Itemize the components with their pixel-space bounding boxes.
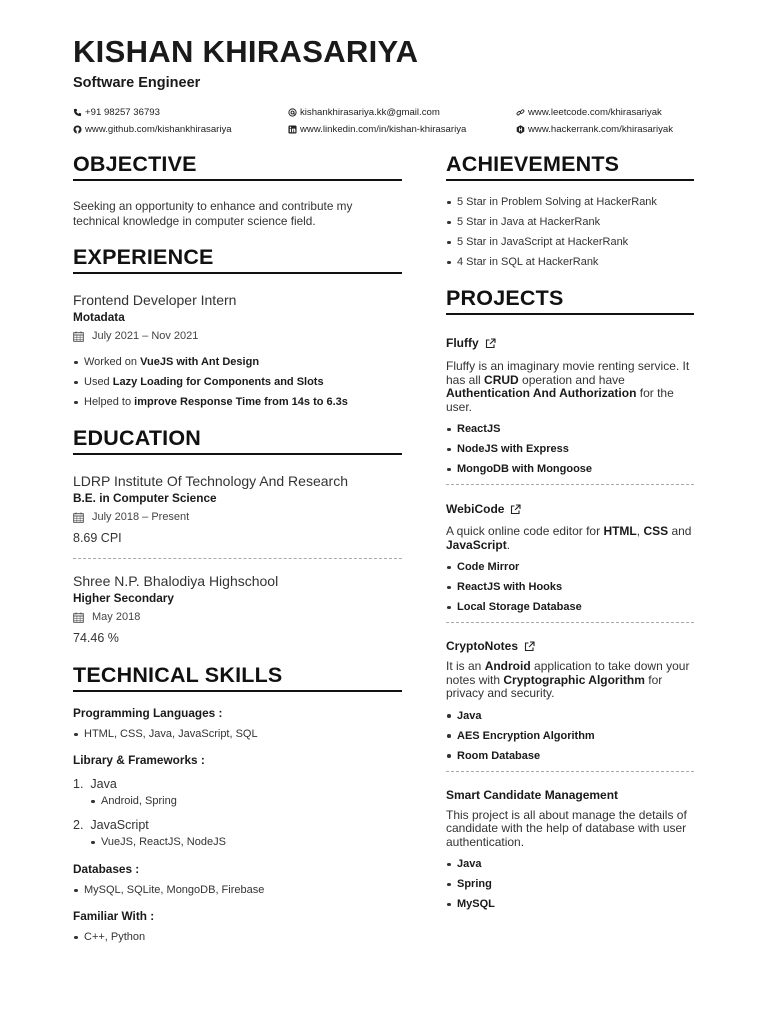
external-link-icon[interactable] [485,338,496,349]
education-degree: Higher Secondary [73,591,174,605]
github-text: www.github.com/kishankhirasariya [85,124,232,135]
calendar-icon [73,331,84,342]
project-tech-list [446,709,694,763]
experience-bullets [73,355,402,409]
desc-text: for the user. [446,386,674,414]
item-number: 2. [73,818,84,832]
sub-list [90,794,402,808]
desc-text: for privacy and security. [446,672,663,700]
education-dates: July 2018 – Present [92,511,190,523]
list-item: 5 Star in Problem Solving at HackerRank [446,195,694,209]
project-description [446,360,694,414]
external-link-icon[interactable] [510,504,521,515]
desc-bold: CRUD [484,372,519,387]
email-text: kishankhirasariya.kk@gmail.com [300,107,440,118]
desc-bold: Authentication And Authorization [446,386,637,400]
list-item: Android, Spring [90,794,402,808]
list-item: 5 Star in Java at HackerRank [446,215,694,229]
achievements-heading: ACHIEVEMENTS [446,151,694,181]
list-item: VueJS, ReactJS, NodeJS [90,835,402,849]
desc-text: and [668,524,692,538]
databases-label: Databases : [73,862,140,876]
item-name: Java [90,777,117,791]
candidate-name: KISHAN KHIRASARIYA [73,34,419,69]
contact-hackerrank[interactable] [516,122,703,137]
hackerrank-text: www.hackerrank.com/khirasariyak [528,124,674,135]
bullet-bold: Lazy Loading for Components and Slots [112,376,324,388]
desc-text: operation and have [518,372,625,387]
list-item [73,395,402,409]
list-item [73,375,402,389]
bullet-prefix: Worked on [84,356,141,368]
divider [73,558,402,559]
experience-role: Frontend Developer Intern [73,292,237,308]
desc-bold: HTML [603,524,637,538]
numbered-item [73,776,402,792]
familiar-label: Familiar With : [73,909,155,923]
contact-linkedin[interactable] [288,122,516,137]
phone-text: +91 98257 36793 [85,107,160,118]
calendar-icon [73,512,84,523]
education-school: Shree N.P. Bhalodiya Highschool [73,573,279,589]
divider [446,484,694,485]
project-name: Fluffy [446,336,479,350]
desc-text: A quick online code editor for [446,524,604,538]
achievements-list [446,195,694,269]
experience-heading: EXPERIENCE [73,244,402,274]
project-description: This project is all about manage the details of candidate with the help of database with user authentication. [446,807,687,849]
desc-bold: JavaScript [446,537,507,552]
project-name: WebiCode [446,502,505,516]
list-item: Spring [446,877,694,891]
desc-bold: CSS [643,524,669,538]
list-item: ReactJS [446,422,694,436]
divider [446,622,694,623]
education-heading: EDUCATION [73,425,402,455]
desc-text: , [636,524,644,538]
frameworks-list [73,776,402,849]
list-item: NodeJS with Express [446,442,694,456]
list-item: HTML, CSS, Java, JavaScript, SQL [73,727,402,741]
contact-info [73,105,703,137]
link-icon [516,108,525,117]
project-tech-list [446,857,694,911]
objective-text: Seeking an opportunity to enhance and contribute my technical knowledge in computer science field. [73,199,353,228]
bullet-prefix: Used [84,376,113,388]
projects-heading: PROJECTS [446,285,694,315]
email-icon [288,108,297,117]
project-title-smart-candidate [446,787,694,803]
left-column [73,151,402,944]
sub-list [90,835,402,849]
education-date-row [73,509,402,525]
programming-languages-label: Programming Languages : [73,706,223,720]
experience-date-row [73,328,402,344]
job-title: Software Engineer [73,75,201,91]
list-item: ReactJS with Hooks [446,580,694,594]
experience-company: Motadata [73,310,125,324]
desc-bold: Android [484,659,531,673]
education-date-row [73,609,402,625]
databases-list [73,883,402,897]
bullet-prefix: Helped to [84,396,135,408]
project-title-fluffy[interactable] [446,335,694,351]
list-item: AES Encryption Algorithm [446,729,694,743]
external-link-icon[interactable] [524,641,535,652]
item-number: 1. [73,777,84,791]
list-item: MySQL, SQLite, MongoDB, Firebase [73,883,402,897]
desc-bold: Cryptographic Algorithm [503,672,645,687]
bullet-bold: improve Response Time from 14s to 6.3s [134,396,348,408]
list-item: Code Mirror [446,560,694,574]
education-grade: 8.69 CPI [73,531,122,545]
list-item: C++, Python [73,930,402,944]
experience-dates: July 2021 – Nov 2021 [92,330,199,342]
github-icon [73,125,82,134]
contact-leetcode[interactable] [516,105,703,120]
bullet-bold: VueJS with Ant Design [140,356,260,368]
desc-text: . [506,537,511,552]
linkedin-text: www.linkedin.com/in/kishan-khirasariya [300,124,467,135]
contact-email[interactable] [288,105,516,120]
programming-list [73,727,402,741]
frameworks-label: Library & Frameworks : [73,753,205,767]
desc-text: It is an [446,659,485,673]
education-school: LDRP Institute Of Technology And Research [73,473,348,489]
education-grade: 74.46 % [73,631,119,645]
desc-text: application to take down your notes with [446,659,690,687]
list-item: MongoDB with Mongoose [446,462,694,476]
project-tech-list [446,560,694,614]
calendar-icon [73,612,84,623]
list-item: 5 Star in JavaScript at HackerRank [446,235,694,249]
list-item: Room Database [446,749,694,763]
project-description [446,660,694,701]
linkedin-icon [288,125,297,134]
right-column [446,151,694,917]
education-degree: B.E. in Computer Science [73,491,217,505]
list-item: Java [446,709,694,723]
objective-heading: OBJECTIVE [73,151,402,181]
numbered-item [73,817,402,833]
project-name: Smart Candidate Management [446,787,619,802]
leetcode-text: www.leetcode.com/khirasariyak [528,107,662,118]
list-item: MySQL [446,897,694,911]
contact-phone[interactable] [73,105,288,120]
list-item: 4 Star in SQL at HackerRank [446,255,694,269]
project-name: CryptoNotes [446,639,519,653]
divider [446,771,694,772]
list-item [73,355,402,369]
project-title-webicode[interactable] [446,501,694,517]
contact-github[interactable] [73,122,288,137]
hackerrank-icon [516,125,525,134]
list-item: Java [446,857,694,871]
list-item: Local Storage Database [446,600,694,614]
item-name: JavaScript [90,818,149,832]
phone-icon [73,108,82,117]
desc-text: Fluffy is an imaginary movie renting service. It has all [446,359,690,387]
education-dates: May 2018 [92,611,141,623]
project-tech-list [446,422,694,476]
familiar-list [73,930,402,944]
project-description [446,525,694,552]
project-title-cryptonotes[interactable] [446,638,694,654]
skills-heading: TECHNICAL SKILLS [73,662,402,692]
